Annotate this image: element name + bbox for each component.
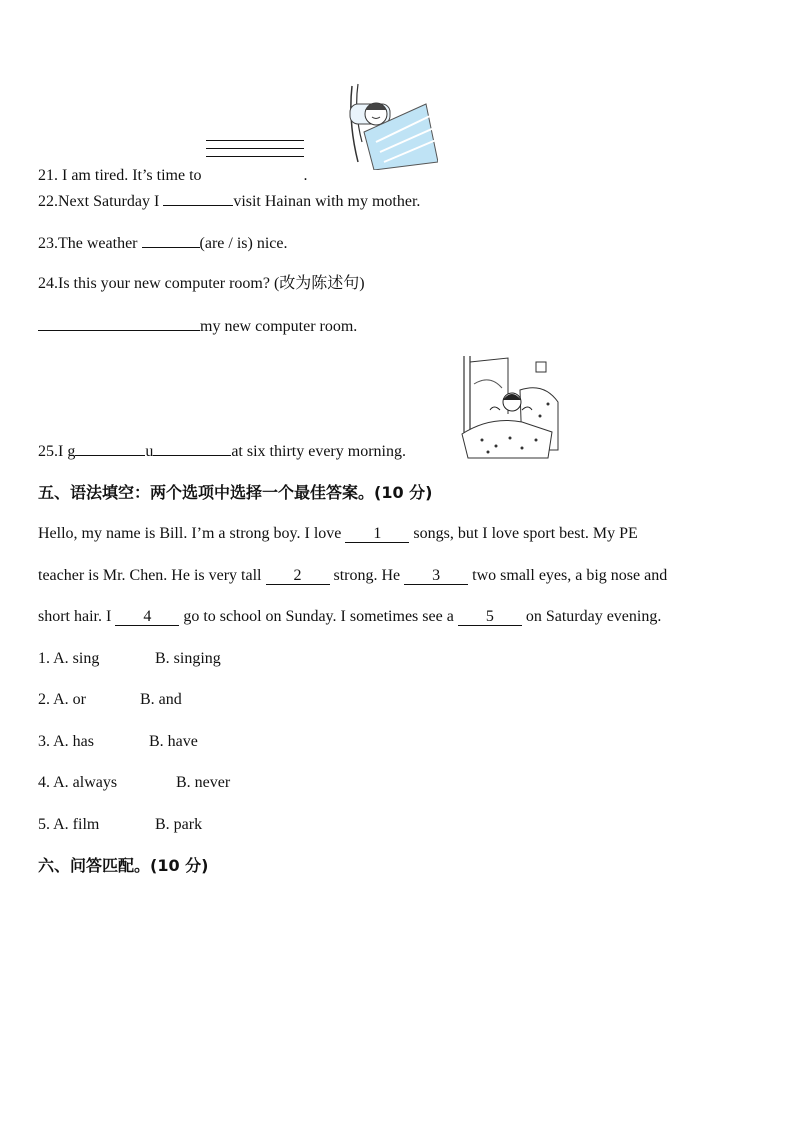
q25-blank-2[interactable] [153,441,231,456]
passage-text: short hair. I [38,608,116,625]
option-a[interactable]: 5. A. film [38,816,100,833]
passage-text: two small eyes, a big nose and [468,567,668,584]
option-b[interactable]: B. park [155,816,203,833]
q21-suffix: . [303,167,308,184]
passage-text: strong. He [329,567,405,584]
section-5-heading: 五、语法填空：两个选项中选择一个最佳答案。(10 分) [38,483,433,502]
option-a[interactable]: 3. A. has [38,733,94,750]
option-b[interactable]: B. singing [155,650,221,667]
q24-blank[interactable] [38,316,200,331]
q23-suffix: (are / is) nice. [199,235,288,252]
question-24: 24.Is this your new computer room? (改为陈述句) [38,275,365,292]
option-row-4 [38,773,231,793]
passage-text: teacher is Mr. Chen. He is very tall [38,567,266,584]
option-b[interactable]: B. and [140,691,182,708]
q21-prefix: 21. I am tired. It’s time to [38,167,206,184]
option-b[interactable]: B. have [149,733,198,750]
passage-line-2 [38,566,667,586]
option-row-3 [38,732,198,752]
section-6-heading: 六、问答匹配。(10 分) [38,856,209,875]
question-25 [38,441,406,462]
q21-answer-lines[interactable] [206,154,304,182]
q24-answer-suffix: my new computer room. [200,318,358,335]
option-b[interactable]: B. never [176,774,231,791]
question-22 [38,191,420,212]
q23-blank[interactable] [142,233,200,248]
q22-prefix: 22.Next Saturday I [38,193,164,210]
option-a[interactable]: 2. A. or [38,691,86,708]
question-24-answer [38,316,357,337]
passage-text: go to school on Sunday. I sometimes see a [179,608,458,625]
q23-prefix: 23.The weather [38,235,142,252]
q25-part1: 25.I g [38,443,76,460]
passage-text: songs, but I love sport best. My PE [409,525,638,542]
question-21 [38,154,308,186]
q25-part3: at six thirty every morning. [231,443,406,460]
question-23 [38,233,287,254]
q22-suffix: visit Hainan with my mother. [233,193,421,210]
option-a[interactable]: 1. A. sing [38,650,100,667]
option-row-5 [38,815,203,835]
option-row-1 [38,649,221,669]
passage-text: Hello, my name is Bill. I’m a strong boy. I love [38,525,346,542]
passage-blank-4[interactable]: 4 [115,609,179,626]
passage-blank-5[interactable]: 5 [458,609,522,626]
boy-waking-up-illustration [460,354,560,460]
passage-text: on Saturday evening. [521,608,662,625]
passage-blank-1[interactable]: 1 [345,526,409,543]
q25-blank-1[interactable] [75,441,145,456]
q25-part2: u [145,443,154,460]
sleeping-girl-illustration [346,82,438,170]
passage-line-3 [38,607,661,627]
passage-line-1 [38,524,638,544]
passage-blank-2[interactable]: 2 [266,568,330,585]
passage-blank-3[interactable]: 3 [404,568,468,585]
option-a[interactable]: 4. A. always [38,774,118,791]
option-row-2 [38,690,182,710]
q22-blank[interactable] [163,191,233,206]
